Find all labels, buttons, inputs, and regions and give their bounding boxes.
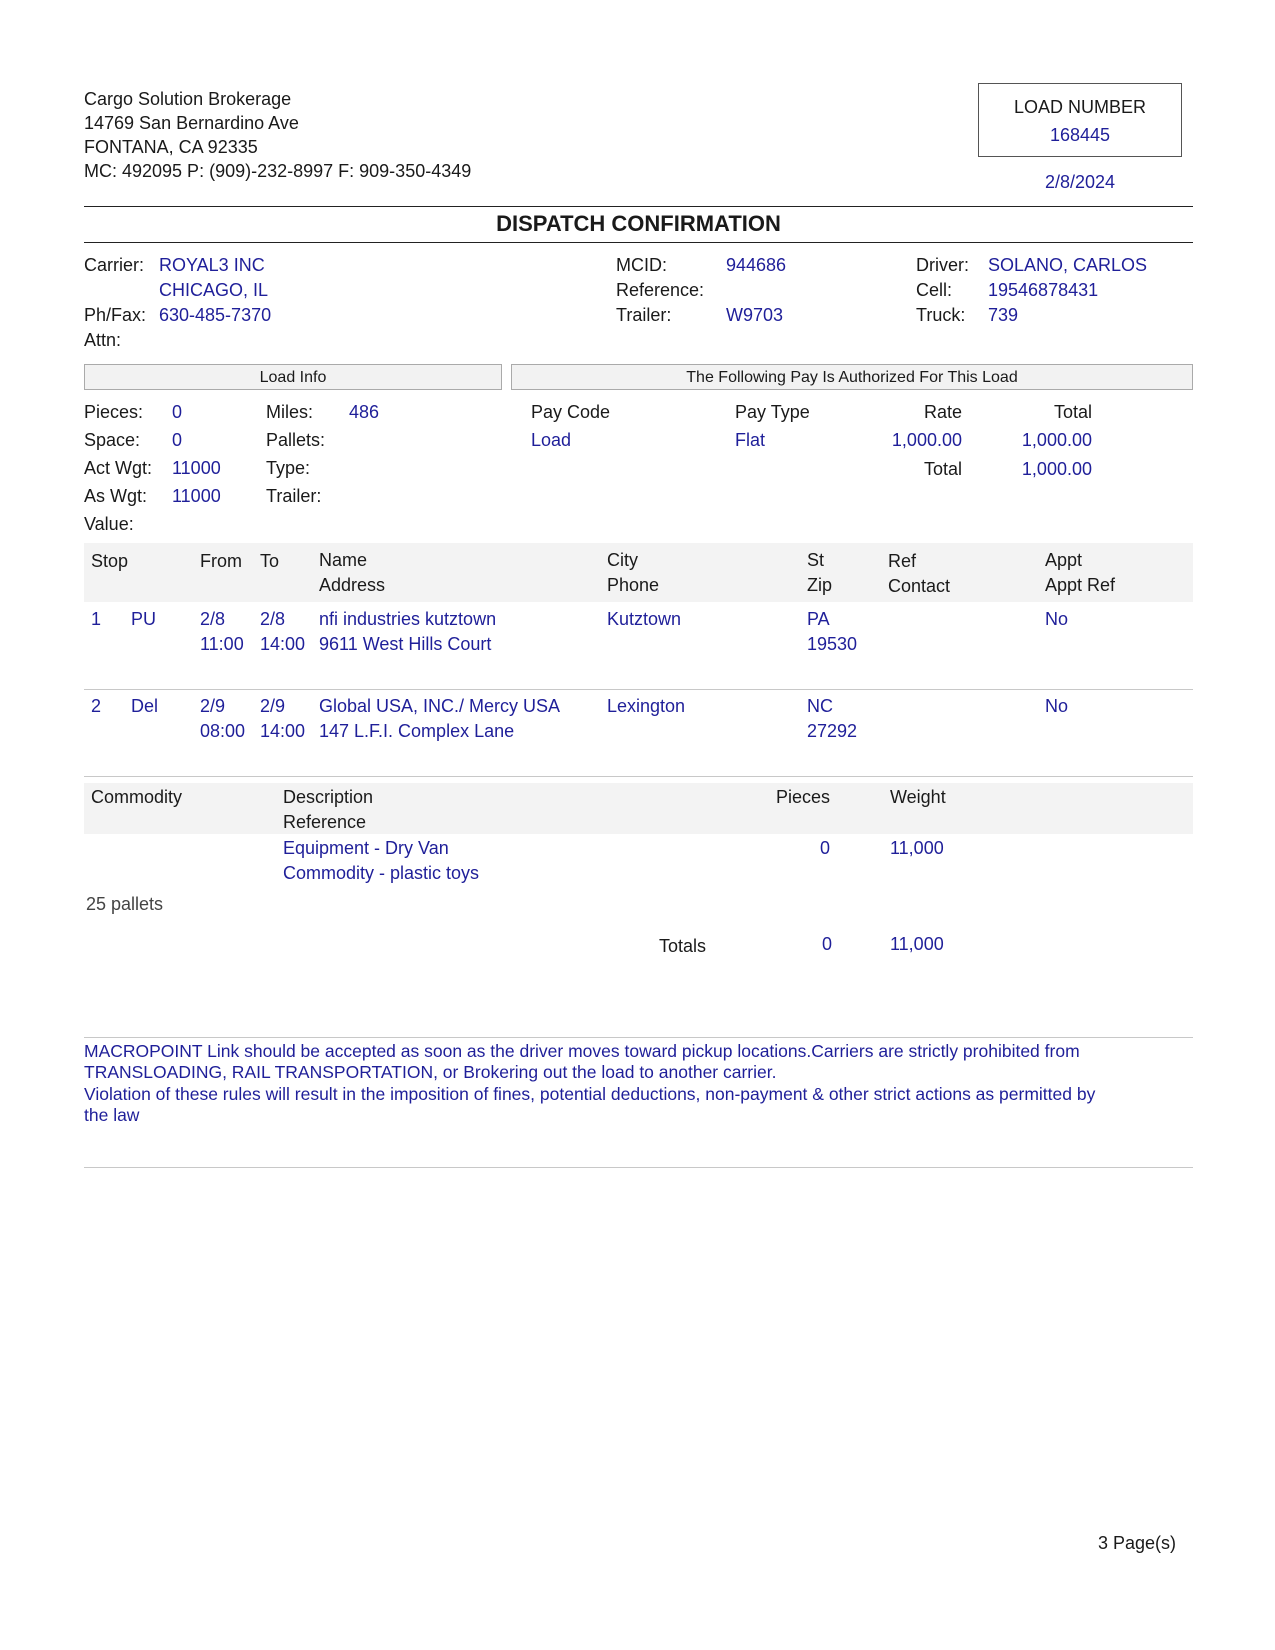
load-date: 2/8/2024	[1044, 172, 1116, 192]
pay-header: The Following Pay Is Authorized For This Load	[511, 364, 1193, 390]
carrier-label: Carrier:	[84, 255, 145, 275]
load-number-label: LOAD NUMBER	[1013, 97, 1147, 117]
stop-appt: No	[1045, 696, 1069, 716]
pay-type-value: Flat	[735, 430, 766, 450]
pay-code-header: Pay Code	[531, 402, 611, 422]
notes-line3: Violation of these rules will result in the imposition of fines, potential deductions, non-payment & other strict actions as permitted by	[84, 1084, 1096, 1104]
col-to: To	[260, 551, 280, 571]
load-trailer-label: Trailer:	[266, 486, 322, 506]
as-wgt-label: As Wgt:	[84, 486, 148, 506]
stop-divider	[84, 689, 1193, 690]
stop-to-time: 14:00	[260, 721, 306, 741]
col-appt: Appt	[1045, 550, 1083, 570]
carrier-name: ROYAL3 INC	[159, 255, 265, 275]
driver-value: SOLANO, CARLOS	[988, 255, 1148, 275]
stop-name: Global USA, INC./ Mercy USA	[319, 696, 561, 716]
col-appt-ref: Appt Ref	[1045, 575, 1116, 595]
title-rule-bottom	[84, 242, 1193, 243]
commodity-equipment: Equipment - Dry Van	[283, 838, 449, 858]
col-ref: Ref	[888, 551, 917, 571]
stop-from-date: 2/8	[200, 609, 226, 629]
space-value: 0	[172, 430, 183, 450]
stop-state: NC	[807, 696, 833, 716]
pieces-value: 0	[172, 402, 183, 422]
commodity-description: Commodity - plastic toys	[283, 863, 480, 883]
pay-type-header: Pay Type	[735, 402, 810, 422]
totals-pieces: 0	[821, 934, 832, 954]
col-phone: Phone	[607, 575, 660, 595]
commodity-weight: 11,000	[890, 838, 944, 858]
notes-rule-top	[84, 1037, 1193, 1038]
load-info-header: Load Info	[84, 364, 502, 390]
company-address-line1: 14769 San Bernardino Ave	[84, 113, 299, 133]
grand-total-value: 1,000.00	[1021, 459, 1092, 479]
phfax-label: Ph/Fax:	[84, 305, 147, 325]
totals-weight: 11,000	[890, 934, 944, 954]
stop-state: PA	[807, 609, 830, 629]
load-number-box	[978, 83, 1182, 157]
stop-type: Del	[131, 696, 159, 716]
title-rule-top	[84, 206, 1193, 207]
col-city: City	[607, 550, 638, 570]
page-count: 3 Page(s)	[1097, 1533, 1176, 1553]
commodity-header-band	[84, 783, 1193, 834]
trailer-label: Trailer:	[616, 305, 672, 325]
commodity-note: 25 pallets	[86, 894, 164, 914]
col-reference: Reference	[283, 812, 367, 832]
col-from: From	[200, 551, 242, 571]
space-label: Space:	[84, 430, 141, 450]
act-wgt-label: Act Wgt:	[84, 458, 153, 478]
stop-to-date: 2/9	[260, 696, 286, 716]
stop-city: Lexington	[607, 696, 686, 716]
notes-line2: TRANSLOADING, RAIL TRANSPORTATION, or Brokering out the load to another carrier.	[84, 1062, 777, 1082]
pallets-label: Pallets:	[266, 430, 326, 450]
type-label: Type:	[266, 458, 311, 478]
col-contact: Contact	[888, 576, 951, 596]
totals-label: Totals	[659, 936, 707, 956]
stop-from-time: 11:00	[200, 634, 244, 654]
stop-zip: 19530	[807, 634, 858, 654]
cell-value: 19546878431	[988, 280, 1099, 300]
col-st: St	[807, 550, 825, 570]
mcid-value: 944686	[726, 255, 787, 275]
company-name: Cargo Solution Brokerage	[84, 89, 292, 109]
miles-label: Miles:	[266, 402, 314, 422]
stop-number: 1	[91, 609, 102, 629]
as-wgt-value: 11000	[172, 486, 221, 506]
rate-header: Rate	[923, 402, 962, 422]
driver-label: Driver:	[916, 255, 969, 275]
total-header: Total	[1053, 402, 1092, 422]
grand-total-label: Total	[923, 459, 962, 479]
col-zip: Zip	[807, 575, 833, 595]
page-title: DISPATCH CONFIRMATION	[496, 211, 781, 236]
col-stop: Stop	[91, 551, 129, 571]
value-label: Value:	[84, 514, 134, 534]
load-number-value: 168445	[1049, 125, 1111, 145]
stop-city: Kutztown	[607, 609, 682, 629]
col-name: Name	[319, 550, 368, 570]
notes-line4: the law	[84, 1105, 140, 1125]
total-value: 1,000.00	[1021, 430, 1092, 450]
pieces-label: Pieces:	[84, 402, 144, 422]
stop-address: 147 L.F.I. Complex Lane	[319, 721, 515, 741]
miles-value: 486	[349, 402, 380, 422]
stop-from-time: 08:00	[200, 721, 246, 741]
mcid-label: MCID:	[616, 255, 667, 275]
truck-label: Truck:	[916, 305, 966, 325]
carrier-phfax: 630-485-7370	[159, 305, 272, 325]
stop-number: 2	[91, 696, 102, 716]
stops-end-divider	[84, 776, 1193, 777]
stop-zip: 27292	[807, 721, 858, 741]
notes-rule-bottom	[84, 1167, 1193, 1168]
reference-label: Reference:	[616, 280, 705, 300]
stop-appt: No	[1045, 609, 1069, 629]
company-address-line2: FONTANA, CA 92335	[84, 137, 258, 157]
truck-value: 739	[988, 305, 1019, 325]
commodity-pieces: 0	[819, 838, 830, 858]
col-pieces: Pieces	[775, 787, 830, 807]
col-weight: Weight	[890, 787, 946, 807]
trailer-value: W9703	[726, 305, 784, 325]
stop-type: PU	[131, 609, 157, 629]
col-description: Description	[283, 787, 374, 807]
cell-label: Cell:	[916, 280, 953, 300]
stop-from-date: 2/9	[200, 696, 226, 716]
carrier-city: CHICAGO, IL	[159, 280, 269, 300]
company-contact: MC: 492095 P: (909)-232-8997 F: 909-350-4349	[84, 161, 472, 181]
col-address: Address	[319, 575, 386, 595]
stop-name: nfi industries kutztown	[319, 609, 497, 629]
act-wgt-value: 11000	[172, 458, 221, 478]
stop-to-date: 2/8	[260, 609, 286, 629]
attn-label: Attn:	[84, 330, 122, 350]
col-commodity: Commodity	[91, 787, 183, 807]
rate-value: 1,000.00	[891, 430, 962, 450]
stop-to-time: 14:00	[260, 634, 306, 654]
notes-line1: MACROPOINT Link should be accepted as soon as the driver moves toward pickup locations.Carriers are strictly prohibited from	[84, 1041, 1080, 1061]
pay-code-value: Load	[531, 430, 572, 450]
stop-address: 9611 West Hills Court	[319, 634, 492, 654]
